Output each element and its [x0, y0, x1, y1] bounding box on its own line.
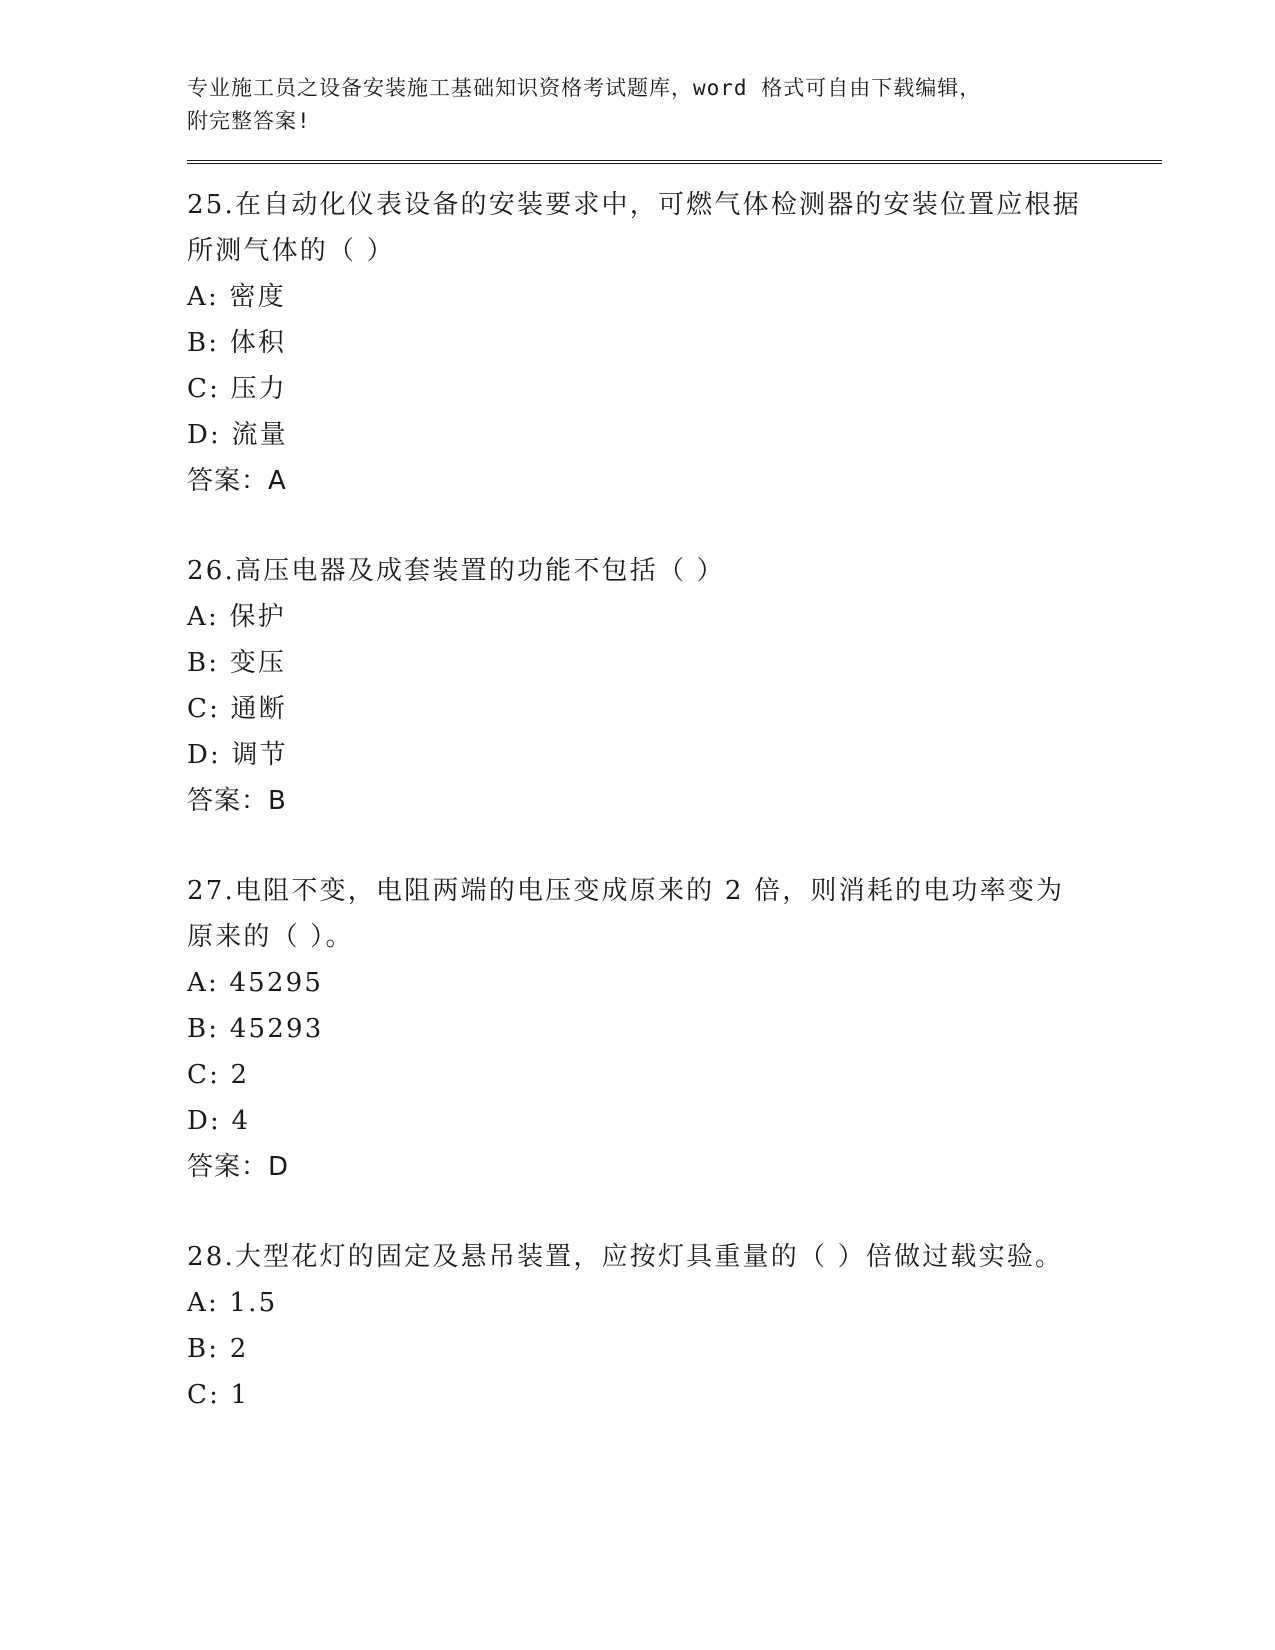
question-stem: 26.高压电器及成套装置的功能不包括（ ） — [187, 556, 725, 586]
question-25 — [187, 182, 1162, 504]
option-d: D: 调节 — [187, 740, 288, 770]
option-b: B: 2 — [187, 1334, 249, 1364]
option-d: D: 4 — [187, 1106, 251, 1136]
header-line-2: 附完整答案! — [187, 109, 311, 133]
answer-line: 答案：B — [187, 786, 287, 816]
option-b: B: 45293 — [187, 1014, 324, 1044]
option-a: A: 密度 — [187, 282, 286, 312]
question-stem: 25.在自动化仪表设备的安装要求中，可燃气体检测器的安装位置应根据所测气体的（ ） — [187, 190, 1081, 266]
option-d: D: 流量 — [187, 420, 288, 450]
document-page — [187, 72, 1162, 1418]
question-28 — [187, 1234, 1162, 1418]
option-a: A: 保护 — [187, 602, 286, 632]
option-c: C: 通断 — [187, 694, 287, 724]
option-a: A: 45295 — [187, 968, 324, 998]
question-stem: 28.大型花灯的固定及悬吊装置，应按灯具重量的（ ）倍做过载实验。 — [187, 1242, 1064, 1272]
document-header — [187, 72, 1047, 138]
option-c: C: 压力 — [187, 374, 287, 404]
question-26 — [187, 548, 1162, 824]
option-a: A: 1.5 — [187, 1288, 278, 1318]
header-line-1: 专业施工员之设备安装施工基础知识资格考试题库，word 格式可自由下载编辑， — [187, 76, 982, 100]
option-c: C: 2 — [187, 1060, 250, 1090]
header-divider — [187, 160, 1162, 164]
question-stem: 27.电阻不变，电阻两端的电压变成原来的 2 倍，则消耗的电功率变为原来的（ ）。 — [187, 876, 1065, 952]
option-b: B: 体积 — [187, 328, 287, 358]
option-c: C: 1 — [187, 1380, 250, 1410]
answer-line: 答案：A — [187, 466, 287, 496]
option-b: B: 变压 — [187, 648, 287, 678]
answer-line: 答案：D — [187, 1152, 290, 1182]
question-27 — [187, 868, 1162, 1190]
